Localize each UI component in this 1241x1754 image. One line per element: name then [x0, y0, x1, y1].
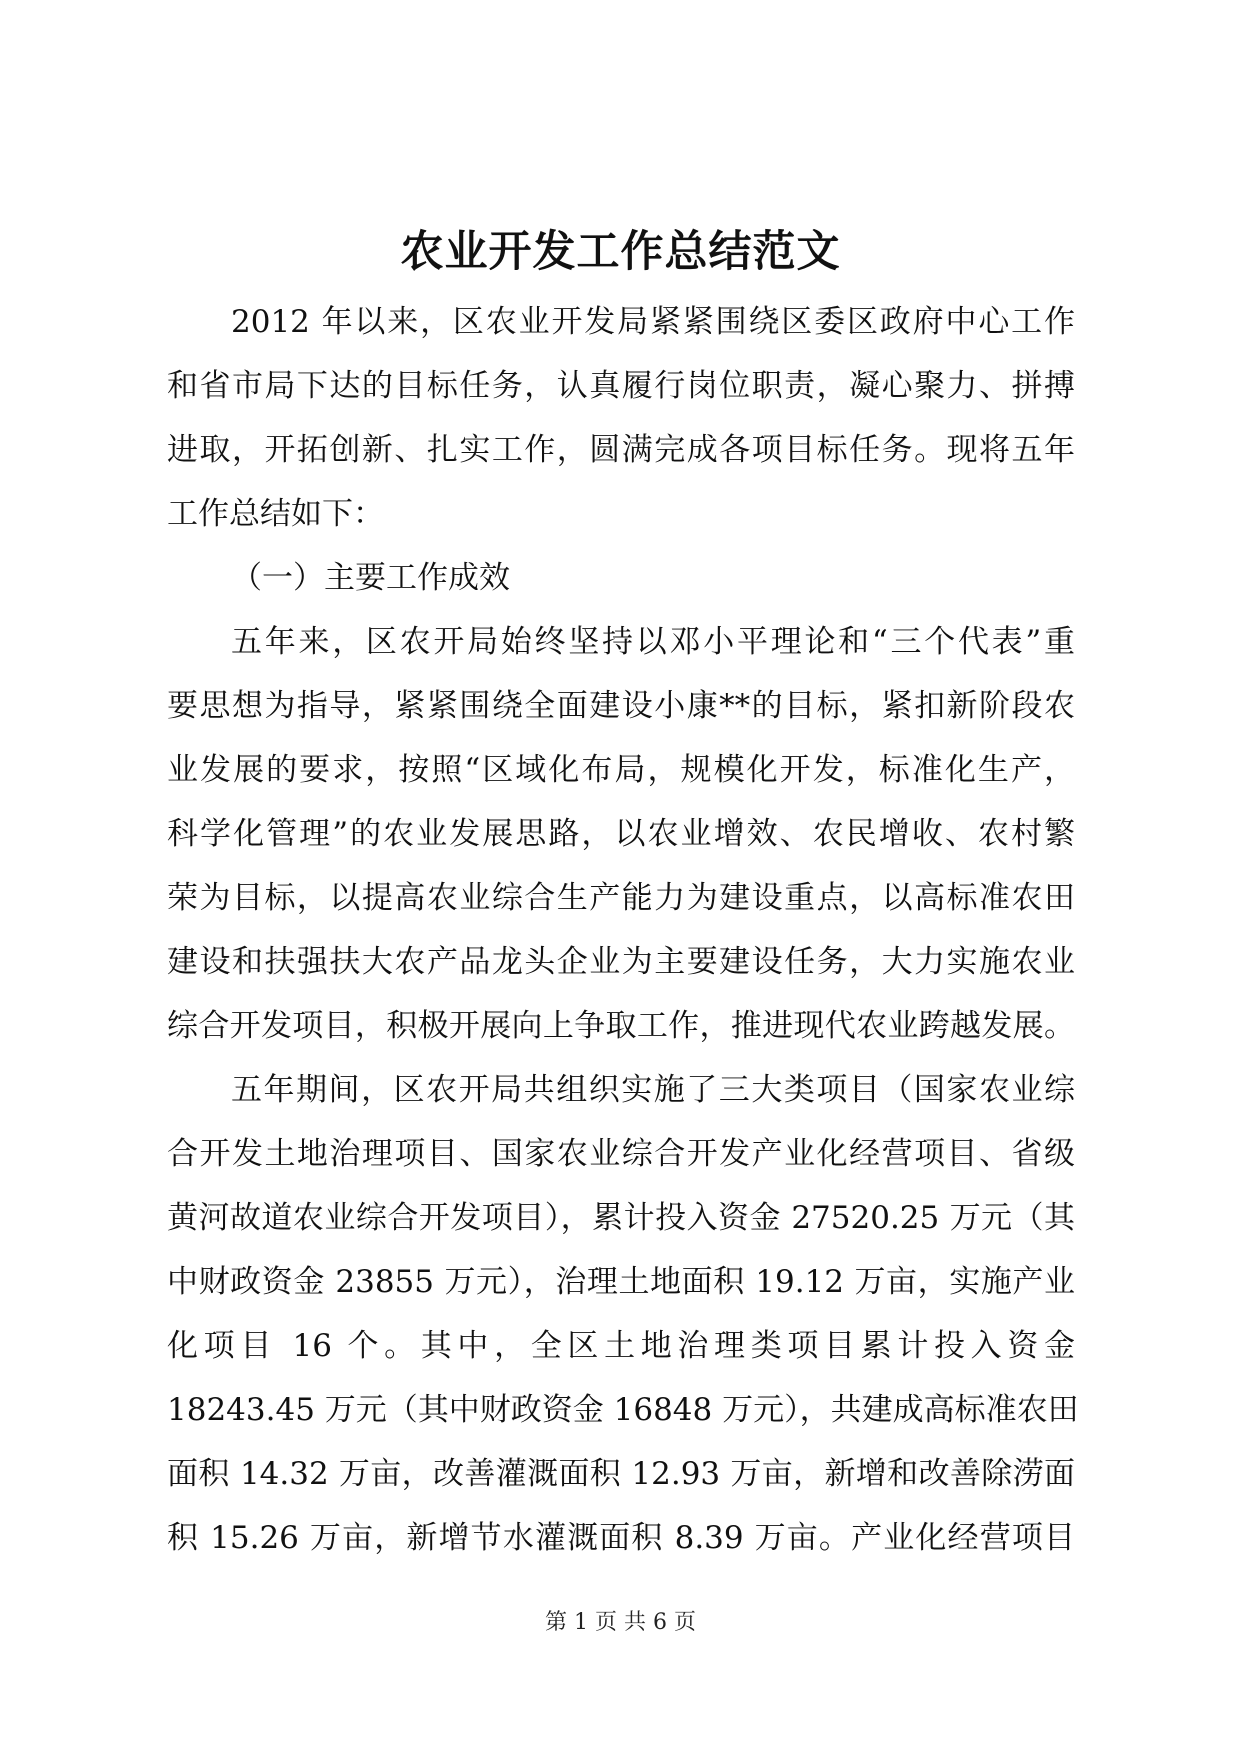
- paragraph-line: 综合开发项目，积极开展向上争取工作，推进现代农业跨越发展。: [167, 1008, 1075, 1044]
- paragraph-line: 18243.45 万元（其中财政资金 16848 万元），共建成高标准农田: [167, 1392, 1079, 1428]
- paragraph-line: 进取，开拓创新、扎实工作，圆满完成各项目标任务。现将五年: [167, 432, 1075, 468]
- paragraph-line: 荣为目标，以提高农业综合生产能力为建设重点，以高标准农田: [167, 880, 1075, 916]
- paragraph-line: 积 15.26 万亩，新增节水灌溉面积 8.39 万亩。产业化经营项目: [167, 1520, 1075, 1556]
- paragraph-line: 2012 年以来，区农业开发局紧紧围绕区委区政府中心工作: [231, 304, 1075, 340]
- page-number: 第 1 页 共 6 页: [545, 1610, 696, 1635]
- paragraph-line: 业发展的要求，按照“区域化布局，规模化开发，标准化生产，: [167, 752, 1075, 788]
- paragraph-line: 和省市局下达的目标任务，认真履行岗位职责，凝心聚力、拼搏: [167, 368, 1075, 404]
- paragraph-line: 五年期间，区农开局共组织实施了三大类项目（国家农业综: [231, 1072, 1075, 1108]
- paragraph-line: 面积 14.32 万亩，改善灌溉面积 12.93 万亩，新增和改善除涝面: [167, 1456, 1075, 1492]
- paragraph-line: 中财政资金 23855 万元），治理土地面积 19.12 万亩，实施产业: [167, 1264, 1075, 1300]
- paragraph-line: 科学化管理”的农业发展思路，以农业增效、农民增收、农村繁: [167, 816, 1075, 852]
- document-title: 农业开发工作总结范文: [400, 227, 841, 277]
- paragraph-line: 五年来，区农开局始终坚持以邓小平理论和“三个代表”重: [231, 624, 1075, 660]
- paragraph-line: 合开发土地治理项目、国家农业综合开发产业化经营项目、省级: [167, 1136, 1075, 1172]
- paragraph-line: 要思想为指导，紧紧围绕全面建设小康**的目标，紧扣新阶段农: [167, 688, 1075, 724]
- paragraph-line: 黄河故道农业综合开发项目），累计投入资金 27520.25 万元（其: [167, 1200, 1075, 1236]
- document-body: [167, 290, 1079, 1570]
- section-heading: （一）主要工作成效: [231, 560, 510, 596]
- paragraph-line: 化项目 16 个。其中，全区土地治理类项目累计投入资金: [167, 1328, 1075, 1364]
- paragraph-line: 工作总结如下：: [167, 496, 384, 532]
- paragraph-line: 建设和扶强扶大农产品龙头企业为主要建设任务，大力实施农业: [167, 944, 1075, 980]
